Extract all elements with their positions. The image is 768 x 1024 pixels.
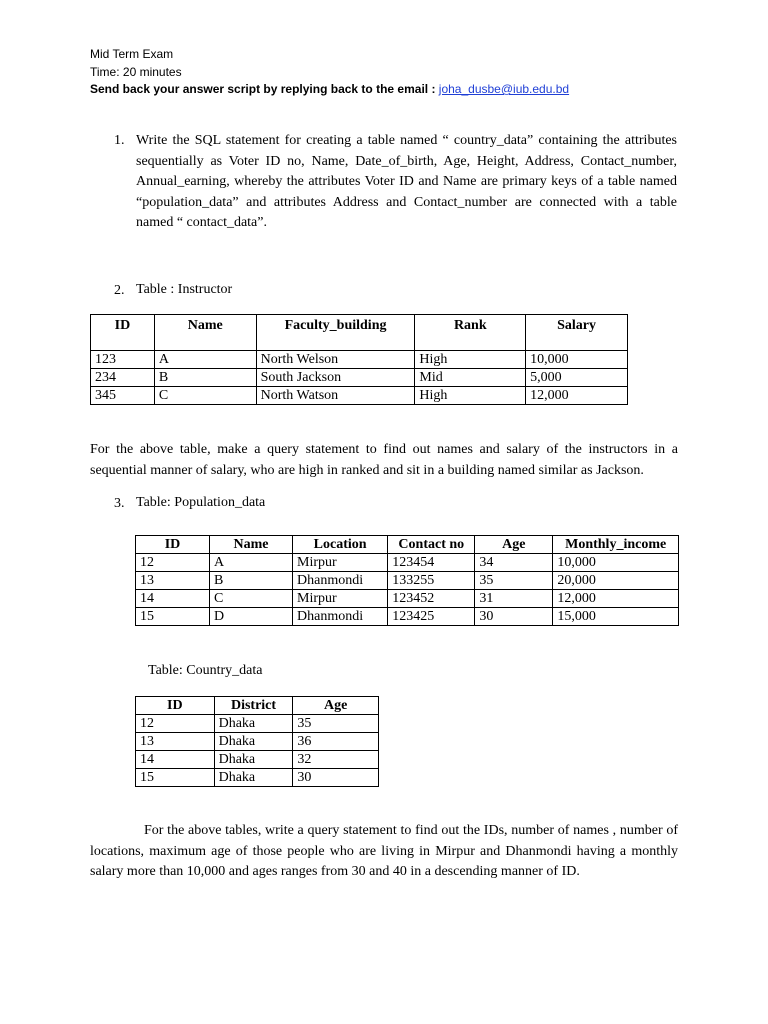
table-cell: 15 (136, 769, 215, 787)
col-header: Monthly_income (553, 536, 679, 554)
q3-text: For the above tables, write a query statement to find out the IDs, number of names , number of locations, maximum age of those people who are living in Mirpur and Dhanmondi having a monthly salary more than 10,000 and ages ranges from 30 and 40 in a descending manner of ID. (90, 823, 678, 879)
col-header: ID (91, 315, 155, 351)
q1-text: Write the SQL statement for creating a table named “ country_data” containing the attributes sequentially as Voter ID no, Name, Date_of_birth, Age, Height, Address, Contact_number, Annual_earning, whereby the attributes Voter ID and Name are primary keys of a table named “population_data” and attributes Address and Contact_number are connected with a table named “ contact_data”. (136, 133, 677, 230)
table-cell: 15,000 (553, 608, 679, 626)
table-cell: 34 (475, 554, 553, 572)
table-cell: 123425 (388, 608, 475, 626)
table-cell: A (154, 351, 256, 369)
table-cell: Mirpur (293, 554, 388, 572)
table-row (136, 554, 679, 572)
table-cell: 10,000 (553, 554, 679, 572)
table-cell: C (154, 387, 256, 405)
q3-number: 3. (114, 496, 125, 511)
table-cell: South Jackson (256, 369, 415, 387)
submission-instruction (90, 81, 569, 99)
table-cell: North Watson (256, 387, 415, 405)
table-cell: A (209, 554, 292, 572)
table-row (91, 351, 628, 369)
table-cell: 14 (136, 751, 215, 769)
table-header-row (136, 536, 679, 554)
table-cell: 345 (91, 387, 155, 405)
table-cell: 13 (136, 572, 210, 590)
col-header: Contact no (388, 536, 475, 554)
table-cell: 12,000 (553, 590, 679, 608)
table-cell: 35 (475, 572, 553, 590)
table-cell: High (415, 351, 526, 369)
col-header: Rank (415, 315, 526, 351)
table-row (136, 590, 679, 608)
submission-text: Send back your answer script by replying back to the email : (90, 82, 436, 96)
table-cell: 36 (293, 733, 379, 751)
table-cell: Dhaka (214, 733, 293, 751)
exam-time: Time: 20 minutes (90, 64, 182, 79)
table-cell: D (209, 608, 292, 626)
table-cell: High (415, 387, 526, 405)
table-cell: Dhaka (214, 751, 293, 769)
table-row (136, 751, 379, 769)
table-cell: Dhaka (214, 715, 293, 733)
table-cell: 32 (293, 751, 379, 769)
table-cell: 5,000 (526, 369, 628, 387)
col-header: ID (136, 536, 210, 554)
col-header: ID (136, 697, 215, 715)
table-cell: 35 (293, 715, 379, 733)
table-cell: 10,000 (526, 351, 628, 369)
col-header: Faculty_building (256, 315, 415, 351)
table-cell: 13 (136, 733, 215, 751)
table-cell: 30 (293, 769, 379, 787)
table-cell: 12,000 (526, 387, 628, 405)
table-row (136, 769, 379, 787)
q3-table-label: Table: Population_data (136, 495, 266, 510)
table-row (136, 572, 679, 590)
table-cell: Mid (415, 369, 526, 387)
table-cell: Mirpur (293, 590, 388, 608)
col-header: Name (209, 536, 292, 554)
table-cell: North Welson (256, 351, 415, 369)
table-row (136, 715, 379, 733)
table-cell: 30 (475, 608, 553, 626)
col-header: District (214, 697, 293, 715)
table-cell: 133255 (388, 572, 475, 590)
table-cell: 234 (91, 369, 155, 387)
table-header-row (91, 315, 628, 351)
table-cell: Dhanmondi (293, 608, 388, 626)
table-cell: C (209, 590, 292, 608)
q2-number: 2. (114, 283, 125, 298)
table-cell: 123452 (388, 590, 475, 608)
q1-number: 1. (114, 133, 125, 148)
table-cell: Dhanmondi (293, 572, 388, 590)
table-cell: Dhaka (214, 769, 293, 787)
table-cell: 20,000 (553, 572, 679, 590)
exam-header (90, 46, 569, 99)
q3-table2-label: Table: Country_data (148, 663, 263, 678)
table-cell: 123 (91, 351, 155, 369)
q2-text: For the above table, make a query statement to find out names and salary of the instructors in a sequential manner of salary, who are high in ranked and sit in a building named similar as Jackson. (90, 442, 678, 478)
table-cell: 31 (475, 590, 553, 608)
table-cell: 123454 (388, 554, 475, 572)
population-table (135, 535, 679, 626)
col-header: Name (154, 315, 256, 351)
table-cell: 14 (136, 590, 210, 608)
table-row (136, 608, 679, 626)
col-header: Age (293, 697, 379, 715)
col-header: Age (475, 536, 553, 554)
table-row (91, 369, 628, 387)
table-cell: B (154, 369, 256, 387)
country-table (135, 696, 379, 787)
table-cell: B (209, 572, 292, 590)
exam-title: Mid Term Exam (90, 47, 174, 61)
table-cell: 12 (136, 715, 215, 733)
table-cell: 15 (136, 608, 210, 626)
table-cell: 12 (136, 554, 210, 572)
table-header-row (136, 697, 379, 715)
col-header: Location (293, 536, 388, 554)
instructor-table (90, 314, 628, 405)
col-header: Salary (526, 315, 628, 351)
q2-table-label: Table : Instructor (136, 282, 233, 297)
table-row (136, 733, 379, 751)
email-link[interactable]: joha_dusbe@iub.edu.bd (438, 82, 570, 96)
table-row (91, 387, 628, 405)
